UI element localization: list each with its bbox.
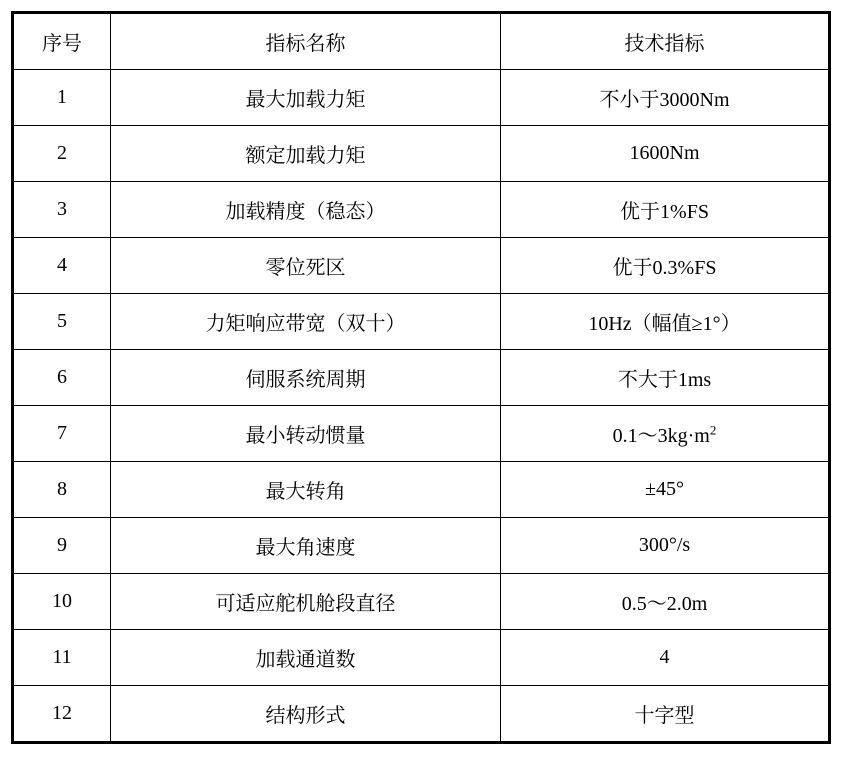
table-row <box>13 686 830 743</box>
table-row <box>13 70 830 126</box>
row-spec: 300°/s <box>501 518 830 574</box>
row-index: 3 <box>13 182 111 238</box>
spec-table <box>11 11 831 744</box>
row-spec: 0.5～2.0m <box>501 574 830 630</box>
table-row <box>13 238 830 294</box>
spec-text: 0.1～3kg·m <box>612 425 710 447</box>
row-name: 最大转角 <box>111 462 501 518</box>
row-name: 加载通道数 <box>111 630 501 686</box>
row-index: 10 <box>13 574 111 630</box>
table-row <box>13 182 830 238</box>
row-index: 2 <box>13 126 111 182</box>
row-name: 零位死区 <box>111 238 501 294</box>
row-spec <box>501 406 830 462</box>
row-index: 1 <box>13 70 111 126</box>
row-spec: 10Hz（幅值≥1°） <box>501 294 830 350</box>
table-row <box>13 574 830 630</box>
row-name: 伺服系统周期 <box>111 350 501 406</box>
header-index: 序号 <box>13 13 111 70</box>
table-row <box>13 518 830 574</box>
header-name: 指标名称 <box>111 13 501 70</box>
row-name: 最大角速度 <box>111 518 501 574</box>
row-spec: 不小于3000Nm <box>501 70 830 126</box>
row-spec: 优于0.3%FS <box>501 238 830 294</box>
row-index: 11 <box>13 630 111 686</box>
row-name: 可适应舵机舱段直径 <box>111 574 501 630</box>
table-row <box>13 462 830 518</box>
row-index: 8 <box>13 462 111 518</box>
table-row <box>13 126 830 182</box>
row-name: 结构形式 <box>111 686 501 743</box>
row-name: 额定加载力矩 <box>111 126 501 182</box>
row-name: 最小转动惯量 <box>111 406 501 462</box>
row-spec: 4 <box>501 630 830 686</box>
table-row <box>13 406 830 462</box>
row-index: 4 <box>13 238 111 294</box>
table-row <box>13 350 830 406</box>
row-spec: 不大于1ms <box>501 350 830 406</box>
row-spec: 1600Nm <box>501 126 830 182</box>
row-index: 5 <box>13 294 111 350</box>
row-index: 12 <box>13 686 111 743</box>
row-spec: 优于1%FS <box>501 182 830 238</box>
row-spec: 十字型 <box>501 686 830 743</box>
row-name: 最大加载力矩 <box>111 70 501 126</box>
header-spec: 技术指标 <box>501 13 830 70</box>
row-spec: ±45° <box>501 462 830 518</box>
table-header-row <box>13 13 830 70</box>
table-row <box>13 294 830 350</box>
spec-superscript: 2 <box>709 422 717 438</box>
row-index: 6 <box>13 350 111 406</box>
row-name: 加载精度（稳态） <box>111 182 501 238</box>
row-index: 9 <box>13 518 111 574</box>
table-row <box>13 630 830 686</box>
row-name: 力矩响应带宽（双十） <box>111 294 501 350</box>
row-index: 7 <box>13 406 111 462</box>
